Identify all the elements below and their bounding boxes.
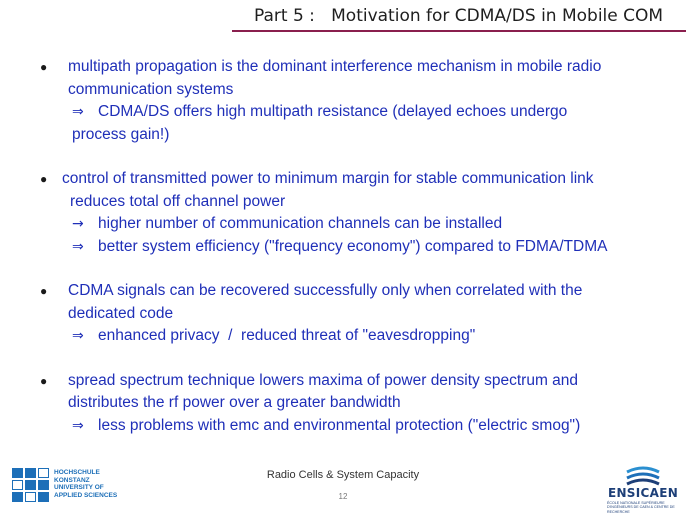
conclusion-line — [0, 415, 686, 438]
bullet-dot-icon: ● — [40, 60, 48, 74]
page-number: 12 — [338, 492, 348, 501]
bullet-multipath — [0, 56, 686, 146]
bullet-line: multipath propagation is the dominant interference mechanism in mobile radio — [68, 58, 602, 75]
bullet-spread-spectrum — [0, 370, 686, 438]
bullet-line: dedicated code — [68, 304, 174, 322]
bullet-line: control of transmitted power to minimum margin for stable communication link — [62, 170, 594, 187]
footer-caption: Radio Cells & System Capacity — [266, 469, 420, 481]
htwg-logo-text: HOCHSCHULE KONSTANZ UNIVERSITY OF APPLIED SCIENCES — [54, 469, 118, 499]
conclusion-line — [0, 325, 686, 348]
slide-body — [0, 56, 686, 459]
conclusion-text: enhanced privacy / reduced threat of "eavesdropping" — [98, 327, 476, 344]
right-arrow-icon: → — [72, 216, 84, 232]
htwg-logo-mark-icon — [12, 468, 49, 502]
ensicaen-subtitle: ÉCOLE NATIONALE SUPÉRIEURE D'INGÉNIEURS DE CAEN & CENTRE DE RECHERCHE — [607, 501, 675, 514]
bullet-dot-icon: ● — [40, 172, 48, 186]
conclusion-text: higher number of communication channels can be installed — [98, 215, 503, 232]
htwg-konstanz-logo — [12, 468, 132, 504]
implies-arrow-icon: ⇒ — [72, 417, 84, 434]
bullet-cdma-signals — [0, 280, 686, 348]
conclusion-text: CDMA/DS offers high multipath resistance (delayed echoes undergo — [98, 103, 568, 120]
ensicaen-logo — [603, 466, 683, 512]
bullet-dot-icon: ● — [40, 373, 48, 388]
bullet-dot-icon: ● — [40, 284, 48, 298]
ensicaen-name: ENSICAEN — [607, 486, 679, 500]
bullet-power-control — [0, 168, 686, 258]
bullet-line: process gain!) — [72, 125, 170, 143]
bullet-line: distributes the rf power over a greater bandwidth — [68, 394, 401, 411]
conclusion-line — [0, 236, 686, 259]
bullet-line: CDMA signals can be recovered successfully only when correlated with the — [68, 282, 583, 299]
implies-arrow-icon: ⇒ — [72, 328, 84, 344]
bullet-line: communication systems — [68, 80, 234, 98]
slide-title: Part 5 : Motivation for CDMA/DS in Mobile COM — [254, 6, 664, 26]
implies-arrow-icon: ⇒ — [72, 104, 84, 120]
implies-arrow-icon: ⇒ — [72, 238, 84, 255]
conclusion-line — [0, 213, 686, 236]
conclusion-line — [0, 101, 686, 124]
conclusion-text: less problems with emc and environmental protection ("electric smog") — [98, 416, 581, 434]
title-underline — [232, 30, 686, 32]
bullet-line: reduces total off channel power — [70, 192, 286, 210]
bullet-line: spread spectrum technique lowers maxima of power density spectrum and — [68, 371, 579, 389]
ensicaen-waves-icon — [625, 466, 661, 488]
conclusion-text: better system efficiency ("frequency economy") compared to FDMA/TDMA — [98, 237, 608, 255]
